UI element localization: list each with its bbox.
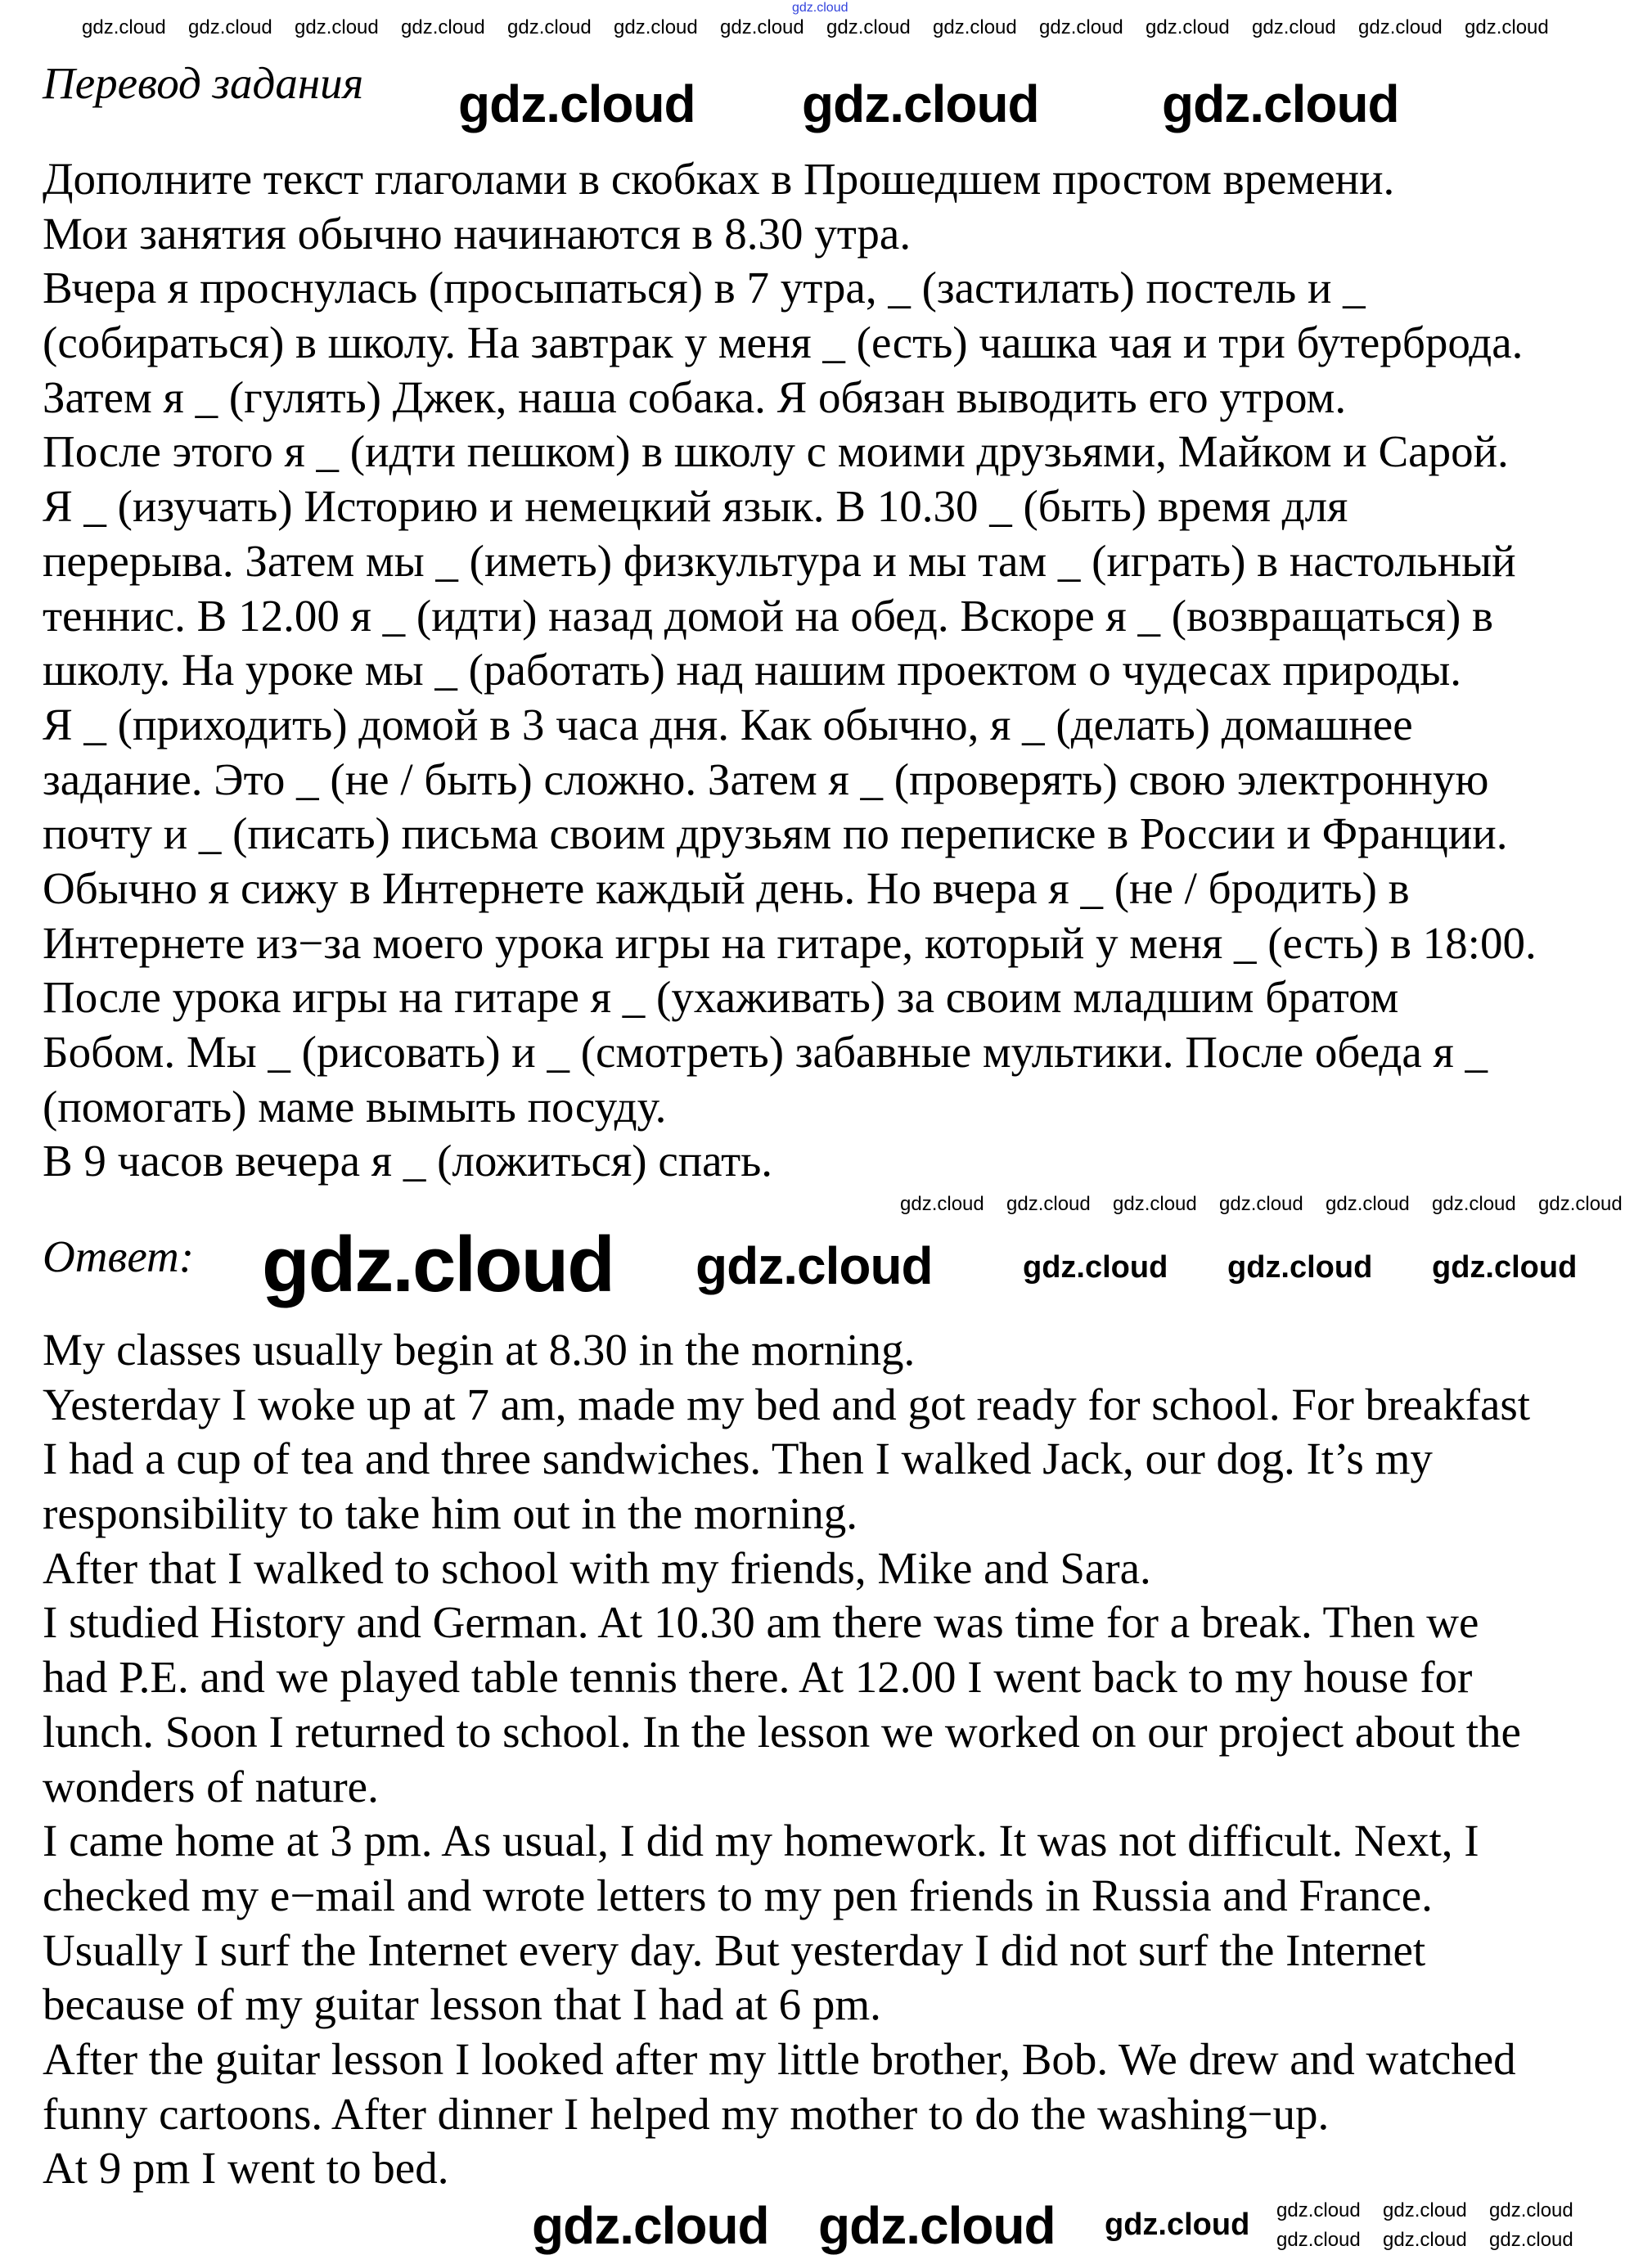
task-line: Я _ (приходить) домой в 3 часа дня. Как обычно, я _ (делать) домашнее (43, 699, 1413, 749)
watermark: gdz.cloud (1276, 2199, 1361, 2221)
watermark: gdz.cloud (720, 16, 804, 38)
watermark: gdz.cloud (1162, 74, 1399, 133)
task-line: Обычно я сижу в Интернете каждый день. Но вчера я _ (не / бродить) в (43, 862, 1410, 913)
task-line: Я _ (изучать) Историю и немецкий язык. В 10.30 _ (быть) время для (43, 481, 1348, 532)
watermark: gdz.cloud (295, 16, 379, 38)
task-line: Затем я _ (гулять) Джек, наша собака. Я обязан выводить его утром. (43, 371, 1347, 422)
watermark: gdz.cloud (1383, 2199, 1467, 2221)
watermark: gdz.cloud (1465, 16, 1549, 38)
watermark: gdz.cloud (818, 2196, 1056, 2255)
answer-line: wonders of nature. (43, 1761, 379, 1812)
watermark: gdz.cloud (532, 2196, 769, 2255)
answer-line: I studied History and German. At 10.30 am there was time for a break. Then we (43, 1597, 1479, 1648)
watermark: gdz.cloud (1432, 1193, 1516, 1215)
task-line: Дополните текст глаголами в скобках в Прошедшем простом времени. (43, 154, 1395, 204)
watermark: gdz.cloud (1432, 1250, 1578, 1285)
task-line: После урока игры на гитаре я _ (ухаживать) за своим младшим братом (43, 972, 1399, 1023)
watermark: gdz.cloud (1358, 16, 1443, 38)
watermark: gdz.cloud (1006, 1193, 1091, 1215)
watermark: gdz.cloud (1113, 1193, 1197, 1215)
watermark: gdz.cloud (1219, 1193, 1303, 1215)
answer-line: lunch. Soon I returned to school. In the lesson we worked on our project about the (43, 1706, 1521, 1757)
watermark: gdz.cloud (1252, 16, 1336, 38)
task-line: почту и _ (писать) письма своим друзьям по переписке в России и Франции. (43, 808, 1508, 859)
answer-line: After that I walked to school with my friends, Mike and Sara. (43, 1542, 1151, 1593)
answer-heading: Ответ: (43, 1231, 195, 1281)
task-line: школу. На уроке мы _ (работать) над нашим проектом о чудесах природы. (43, 645, 1462, 695)
watermark: gdz.cloud (1039, 16, 1123, 38)
watermark: gdz.cloud (507, 16, 592, 38)
answer-line: My classes usually begin at 8.30 in the morning. (43, 1325, 916, 1375)
answer-line: checked my e−mail and wrote letters to my pen friends in Russia and France. (43, 1870, 1433, 1920)
answer-line: At 9 pm I went to bed. (43, 2143, 449, 2194)
answer-line: Usually I surf the Internet every day. But yesterday I did not surf the Internet (43, 1924, 1426, 1975)
watermark: gdz.cloud (1023, 1250, 1168, 1285)
task-line: теннис. В 12.00 я _ (идти) назад домой на обед. Вскоре я _ (возвращаться) в (43, 590, 1494, 641)
task-heading: Перевод задания (43, 58, 364, 108)
answer-line: I had a cup of tea and three sandwiches. Then I walked Jack, our dog. It’s my (43, 1434, 1433, 1484)
watermark: gdz.cloud (792, 1, 849, 15)
answer-line: had P.E. and we played table tennis there. At 12.00 I went back to my house for (43, 1652, 1473, 1703)
answer-line: I came home at 3 pm. As usual, I did my homework. It was not difficult. Next, I (43, 1816, 1479, 1866)
watermark: gdz.cloud (82, 16, 166, 38)
answer-line: funny cartoons. After dinner I helped my mother to do the washing−up. (43, 2088, 1330, 2139)
watermark: gdz.cloud (900, 1193, 984, 1215)
watermark: gdz.cloud (1489, 2229, 1573, 2251)
task-line: После этого я _ (идти пешком) в школу с моими друзьями, Майком и Сарой. (43, 426, 1509, 477)
task-line: (помогать) маме вымыть посуду. (43, 1081, 667, 1132)
task-line: Интернете из−за моего урока игры на гитаре, который у меня _ (есть) в 18:00. (43, 917, 1537, 968)
watermark: gdz.cloud (401, 16, 485, 38)
watermark: gdz.cloud (1326, 1193, 1410, 1215)
watermark: gdz.cloud (1105, 2208, 1250, 2242)
watermark: gdz.cloud (1489, 2199, 1573, 2221)
watermark: gdz.cloud (1383, 2229, 1467, 2251)
watermark: gdz.cloud (826, 16, 911, 38)
watermark: gdz.cloud (458, 74, 695, 133)
watermark: gdz.cloud (695, 1236, 933, 1295)
answer-line: After the guitar lesson I looked after my little brother, Bob. We drew and watched (43, 2033, 1516, 2084)
answer-line: responsibility to take him out in the morning. (43, 1488, 858, 1539)
watermark: gdz.cloud (933, 16, 1017, 38)
task-line: Бобом. Мы _ (рисовать) и _ (смотреть) забавные мультики. После обеда я _ (43, 1027, 1488, 1077)
task-line: (собираться) в школу. На завтрак у меня _ (есть) чашка чая и три бутерброда. (43, 317, 1524, 368)
answer-line: because of my guitar lesson that I had at 6 pm. (43, 1979, 881, 2030)
task-line: перерыва. Затем мы _ (иметь) физкультура и мы там _ (играть) в настольный (43, 535, 1516, 586)
watermark: gdz.cloud (1276, 2229, 1361, 2251)
watermark: gdz.cloud (1227, 1250, 1373, 1285)
task-line: Мои занятия обычно начинаются в 8.30 утра. (43, 208, 912, 259)
task-line: задание. Это _ (не / быть) сложно. Затем я _ (проверять) свою электронную (43, 754, 1489, 804)
answer-text (43, 1323, 1530, 2196)
watermark: gdz.cloud (1146, 16, 1230, 38)
watermark: gdz.cloud (262, 1221, 614, 1308)
task-line: Вчера я проснулась (просыпаться) в 7 утра, _ (застилать) постель и _ (43, 263, 1366, 313)
watermark: gdz.cloud (802, 74, 1039, 133)
task-line: В 9 часов вечера я _ (ложиться) спать. (43, 1136, 773, 1186)
task-text (43, 152, 1537, 1189)
answer-line: Yesterday I woke up at 7 am, made my bed and got ready for school. For breakfast (43, 1379, 1531, 1429)
watermark: gdz.cloud (1538, 1193, 1623, 1215)
watermark: gdz.cloud (188, 16, 272, 38)
watermark: gdz.cloud (614, 16, 698, 38)
